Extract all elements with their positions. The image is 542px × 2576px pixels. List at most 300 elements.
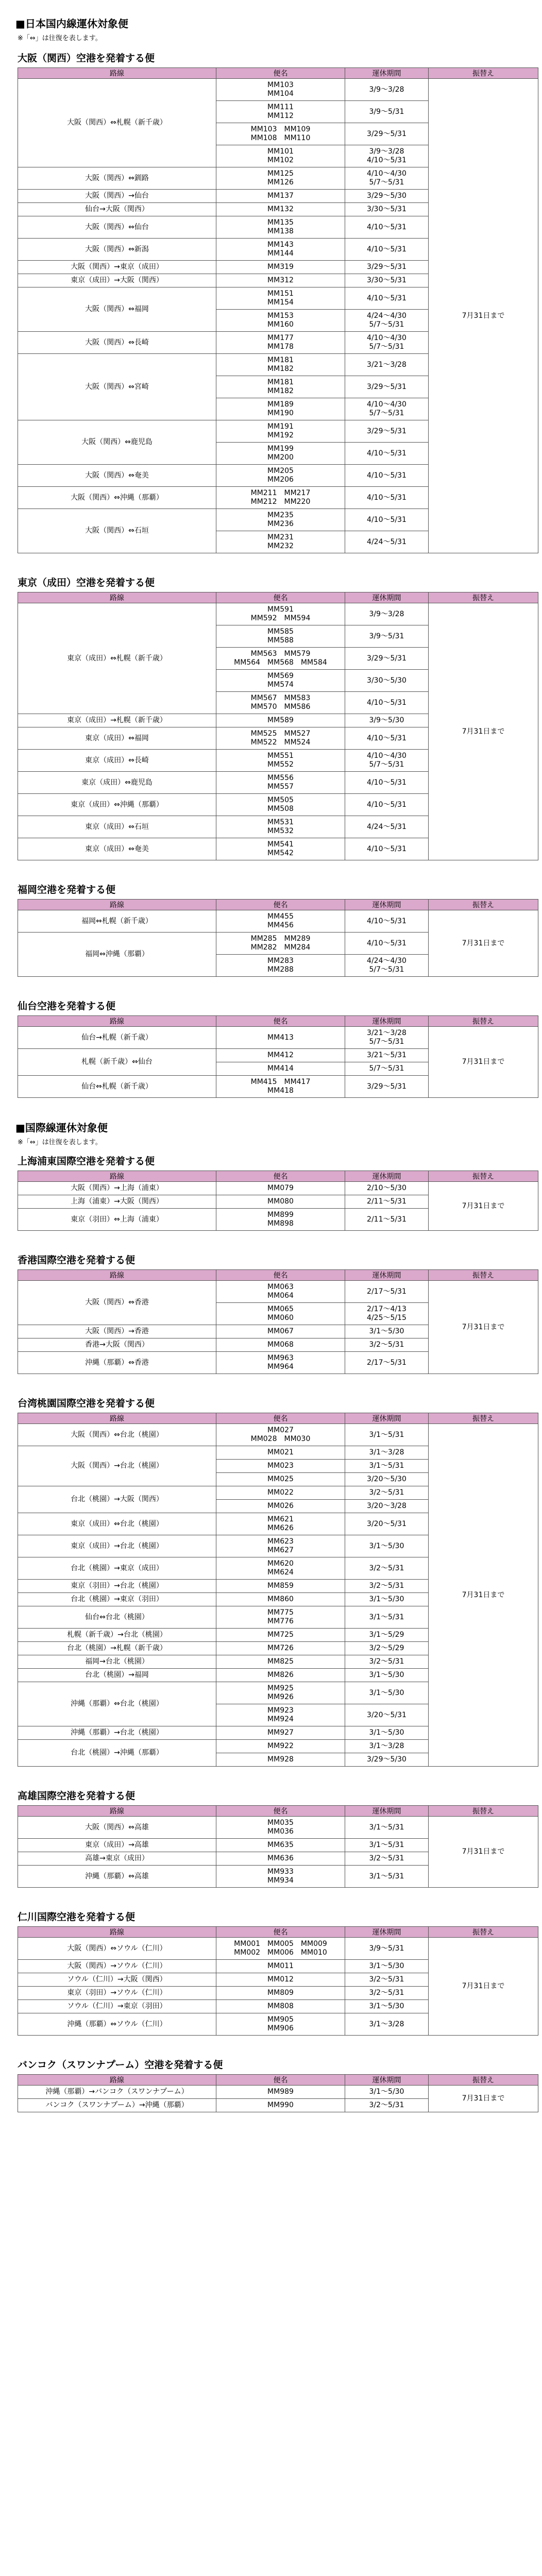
period-value: 3/29～5/31 xyxy=(367,129,406,138)
period-value: 3/1～3/28 xyxy=(369,1742,404,1750)
flight-number: MM143 xyxy=(267,241,294,249)
flight-table xyxy=(18,1269,538,1374)
period-value: 3/1～5/30 xyxy=(369,1688,404,1697)
period-value: 2/10～5/30 xyxy=(367,1184,406,1192)
period-cell xyxy=(345,750,429,772)
flight-cell xyxy=(216,1839,345,1852)
flight-number: MM160 xyxy=(267,320,294,329)
period-value: 3/1～5/30 xyxy=(369,1327,404,1335)
route-cell: 大阪（関西）⇔石垣 xyxy=(18,509,216,553)
period-value: 2/17～4/13 xyxy=(367,1305,406,1313)
flight-number: MM236 xyxy=(267,520,294,528)
flight-cell xyxy=(216,1424,345,1446)
flight-number: MM192 xyxy=(267,431,294,439)
international-sections xyxy=(18,1154,538,2112)
header-replacement: 振替え xyxy=(429,1171,538,1182)
period-value: 3/1～5/30 xyxy=(369,1671,404,1679)
header-period: 運休期間 xyxy=(345,1016,429,1027)
route-section xyxy=(18,1788,538,1888)
period-value: 3/20～5/31 xyxy=(367,1710,406,1719)
header-flight: 便名 xyxy=(216,1171,345,1182)
period-cell xyxy=(345,1486,429,1500)
flight-cell xyxy=(216,398,345,420)
route-cell: 香港→大阪（関西） xyxy=(18,1338,216,1352)
period-value: 4/24～4/30 xyxy=(367,957,406,965)
route-cell: 台北（桃園）→札幌（新千歳） xyxy=(18,1642,216,1655)
flight-number: MM776 xyxy=(267,1617,294,1625)
flight-cell xyxy=(216,692,345,714)
period-cell xyxy=(345,123,429,145)
table-row xyxy=(18,910,538,933)
flight-number: MM026 xyxy=(267,1502,294,1510)
header-period: 運休期間 xyxy=(345,2075,429,2086)
flight-table xyxy=(18,2074,538,2112)
period-cell xyxy=(345,1049,429,1062)
header-replacement: 振替え xyxy=(429,900,538,910)
period-value: 4/10～5/31 xyxy=(367,493,406,502)
flight-number: MM182 xyxy=(267,387,294,395)
flight-number: MM067 xyxy=(267,1327,294,1335)
flight-number: MM825 xyxy=(267,1657,294,1666)
route-cell: 東京（成田）⇔長崎 xyxy=(18,750,216,772)
table-row xyxy=(18,1424,538,1446)
replacement-cell: 7月31日まで xyxy=(429,1182,538,1231)
header-period: 運休期間 xyxy=(345,900,429,910)
flight-number: MM205 xyxy=(267,467,294,475)
period-cell xyxy=(345,1325,429,1338)
flight-number: MM418 xyxy=(267,1087,294,1095)
flight-cell xyxy=(216,1629,345,1642)
period-value: 4/10～5/31 xyxy=(367,515,406,524)
period-value: 3/9～3/28 xyxy=(369,147,404,156)
period-value: 5/7～5/31 xyxy=(369,343,404,351)
header-replacement: 振替え xyxy=(429,1413,538,1424)
flight-number: MM137 xyxy=(267,192,294,200)
flight-cell xyxy=(216,203,345,216)
flight-number: MM125 xyxy=(267,170,294,178)
period-value: 3/29～5/31 xyxy=(367,427,406,435)
flight-cell xyxy=(216,101,345,123)
period-cell xyxy=(345,2099,429,2112)
period-value: 4/10～5/31 xyxy=(367,734,406,742)
section-title: 仙台空港を発着する便 xyxy=(18,1001,116,1012)
period-value: 5/7～5/31 xyxy=(369,760,404,769)
period-value: 5/7～5/31 xyxy=(369,320,404,329)
flight-cell xyxy=(216,1704,345,1726)
header-period: 運休期間 xyxy=(345,68,429,79)
period-cell xyxy=(345,648,429,670)
flight-number: MM591 xyxy=(267,605,294,614)
flight-cell xyxy=(216,933,345,955)
flight-number: MM027 xyxy=(267,1426,294,1434)
flight-cell xyxy=(216,1076,345,1098)
route-cell: 仙台⇔札幌（新千歳） xyxy=(18,1076,216,1098)
route-cell: 大阪（関西）→仙台 xyxy=(18,190,216,203)
flight-number: MM620 xyxy=(267,1560,294,1568)
replacement-cell: 7月31日まで xyxy=(429,2086,538,2112)
period-cell xyxy=(345,1642,429,1655)
flight-cell xyxy=(216,167,345,190)
table-row xyxy=(18,1817,538,1839)
flight-number: MM103 MM109 xyxy=(250,125,311,133)
period-value: 3/1～5/31 xyxy=(369,1430,404,1439)
header-route: 路線 xyxy=(18,68,216,79)
route-cell: バンコク（スワンナプーム）→沖縄（那覇） xyxy=(18,2099,216,2112)
flight-cell xyxy=(216,1753,345,1767)
section-title: 台湾桃園国際空港を発着する便 xyxy=(18,1398,155,1409)
flight-number: MM927 xyxy=(267,1728,294,1737)
flight-number: MM556 xyxy=(267,774,294,782)
flight-table xyxy=(18,1171,538,1231)
route-cell: 大阪（関西）⇔香港 xyxy=(18,1281,216,1325)
period-value: 3/1～5/31 xyxy=(369,1462,404,1470)
header-replacement: 振替え xyxy=(429,1927,538,1938)
period-cell xyxy=(345,376,429,398)
period-cell xyxy=(345,933,429,955)
flight-cell xyxy=(216,750,345,772)
period-value: 3/29～5/31 xyxy=(367,1082,406,1091)
flight-number: MM963 xyxy=(267,1354,294,1362)
flight-number: MM412 xyxy=(267,1051,294,1059)
route-cell: 大阪（関西）⇔鹿児島 xyxy=(18,420,216,465)
period-cell xyxy=(345,670,429,692)
flight-number: MM923 xyxy=(267,1706,294,1715)
route-cell: 東京（成田）⇔奄美 xyxy=(18,838,216,860)
flight-cell xyxy=(216,354,345,376)
flight-cell xyxy=(216,1938,345,1960)
period-value: 4/10～5/31 xyxy=(367,245,406,253)
route-cell: 高雄→東京（成田） xyxy=(18,1852,216,1866)
header-route: 路線 xyxy=(18,1016,216,1027)
table-header-row xyxy=(18,592,538,603)
flight-cell xyxy=(216,2000,345,2013)
flight-number: MM023 xyxy=(267,1462,294,1470)
flight-cell xyxy=(216,816,345,838)
period-value: 4/10～4/30 xyxy=(367,170,406,178)
flight-cell xyxy=(216,1655,345,1669)
flight-number: MM036 xyxy=(267,1827,294,1836)
period-value: 3/20～5/31 xyxy=(367,1519,406,1528)
period-value: 3/1～5/30 xyxy=(369,2002,404,2010)
flight-number: MM101 xyxy=(267,147,294,156)
period-value: 4/10～5/31 xyxy=(367,939,406,947)
period-cell xyxy=(345,838,429,860)
flight-number: MM859 xyxy=(267,1582,294,1590)
flight-cell xyxy=(216,1817,345,1839)
flight-number: MM623 xyxy=(267,1537,294,1546)
period-cell xyxy=(345,332,429,354)
header-route: 路線 xyxy=(18,1270,216,1281)
flight-number: MM232 xyxy=(267,542,294,550)
international-category xyxy=(15,1120,538,2112)
flight-number: MM415 MM417 xyxy=(250,1078,311,1086)
period-value: 3/2～5/31 xyxy=(369,1341,404,1349)
period-value: 3/20～5/30 xyxy=(367,1475,406,1483)
table-header-row xyxy=(18,1171,538,1182)
replacement-cell: 7月31日まで xyxy=(429,1027,538,1098)
period-value: 3/9～3/28 xyxy=(369,609,404,618)
route-cell: 東京（成田）→札幌（新千歳） xyxy=(18,714,216,727)
table-row xyxy=(18,1281,538,1303)
flight-number: MM551 xyxy=(267,752,294,760)
flight-number: MM025 xyxy=(267,1475,294,1483)
period-cell xyxy=(345,1352,429,1374)
period-value: 3/1～5/31 xyxy=(369,1823,404,1832)
flight-cell xyxy=(216,261,345,274)
flight-number: MM235 xyxy=(267,511,294,519)
route-cell: 大阪（関西）⇔長崎 xyxy=(18,332,216,354)
section-title: 上海浦東国際空港を発着する便 xyxy=(18,1156,155,1167)
period-cell xyxy=(345,1817,429,1839)
flight-number: MM905 xyxy=(267,2015,294,2024)
period-cell xyxy=(345,465,429,487)
flight-number: MM455 xyxy=(267,912,294,921)
period-value: 3/29～5/30 xyxy=(367,192,406,200)
period-value: 3/21～3/28 xyxy=(367,1029,406,1037)
flight-cell xyxy=(216,1352,345,1374)
route-cell: 東京（成田）⇔石垣 xyxy=(18,816,216,838)
table-header-row xyxy=(18,1806,538,1817)
header-replacement: 振替え xyxy=(429,1806,538,1817)
flight-number: MM456 xyxy=(267,921,294,929)
domestic-category xyxy=(15,15,538,1098)
route-cell: 沖縄（那覇）⇔台北（桃園） xyxy=(18,1682,216,1726)
period-value: 4/10～5/31 xyxy=(367,698,406,707)
period-value: 2/17～5/31 xyxy=(367,1358,406,1367)
period-value: 3/9～5/31 xyxy=(369,632,404,640)
route-cell: 大阪（関西）⇔宮崎 xyxy=(18,354,216,420)
period-cell xyxy=(345,1281,429,1303)
flight-cell xyxy=(216,274,345,287)
period-value: 3/2～5/31 xyxy=(369,1989,404,1997)
route-cell: 仙台→大阪（関西） xyxy=(18,203,216,216)
flight-number: MM621 xyxy=(267,1515,294,1523)
flight-number: MM178 xyxy=(267,343,294,351)
period-value: 4/24～5/31 xyxy=(367,822,406,831)
table-row xyxy=(18,2086,538,2099)
route-cell: 大阪（関西）⇔福岡 xyxy=(18,287,216,332)
section-title: 福岡空港を発着する便 xyxy=(18,884,116,895)
period-value: 3/9～5/31 xyxy=(369,107,404,116)
flight-cell xyxy=(216,145,345,167)
flight-number: MM103 xyxy=(267,81,294,89)
period-cell xyxy=(345,1987,429,2000)
flight-cell xyxy=(216,1446,345,1460)
header-flight: 便名 xyxy=(216,2075,345,2086)
flight-number: MM111 xyxy=(267,103,294,111)
period-cell xyxy=(345,1740,429,1753)
header-period: 運休期間 xyxy=(345,1270,429,1281)
flight-number: MM726 xyxy=(267,1644,294,1652)
table-row xyxy=(18,603,538,625)
period-cell xyxy=(345,531,429,553)
flight-cell xyxy=(216,1049,345,1062)
flight-number: MM191 xyxy=(267,422,294,431)
flight-table xyxy=(18,1805,538,1888)
route-cell: 東京（成田）⇔鹿児島 xyxy=(18,772,216,794)
period-value: 3/2～5/31 xyxy=(369,1582,404,1590)
section-title: 香港国際空港を発着する便 xyxy=(18,1255,136,1266)
period-cell xyxy=(345,1500,429,1513)
flight-cell xyxy=(216,625,345,648)
flight-number: MM922 xyxy=(267,1742,294,1750)
flight-number: MM200 xyxy=(267,453,294,462)
period-cell xyxy=(345,2013,429,2036)
route-cell: 福岡⇔札幌（新千歳） xyxy=(18,910,216,933)
flight-cell xyxy=(216,1557,345,1580)
flight-number: MM181 xyxy=(267,378,294,386)
period-cell xyxy=(345,443,429,465)
replacement-cell: 7月31日まで xyxy=(429,603,538,860)
period-value: 3/30～5/31 xyxy=(367,205,406,213)
route-cell: 東京（成田）⇔台北（桃園） xyxy=(18,1513,216,1535)
period-cell xyxy=(345,216,429,239)
flight-number: MM035 xyxy=(267,1819,294,1827)
route-cell: 沖縄（那覇）⇔高雄 xyxy=(18,1866,216,1888)
table-row xyxy=(18,1027,538,1049)
flight-number: MM563 MM579 xyxy=(250,650,311,658)
period-cell xyxy=(345,955,429,977)
flight-cell xyxy=(216,332,345,354)
route-cell: 沖縄（那覇）→バンコク（スワンナプーム） xyxy=(18,2086,216,2099)
header-route: 路線 xyxy=(18,1413,216,1424)
route-cell: 東京（成田）→高雄 xyxy=(18,1839,216,1852)
route-cell: 札幌（新千歳）→台北（桃園） xyxy=(18,1629,216,1642)
flight-number: MM574 xyxy=(267,681,294,689)
flight-number: MM190 xyxy=(267,409,294,417)
route-cell: 東京（成田）⇔福岡 xyxy=(18,727,216,750)
table-header-row xyxy=(18,1927,538,1938)
period-cell xyxy=(345,714,429,727)
period-value: 3/30～5/30 xyxy=(367,676,406,685)
flight-number: MM177 xyxy=(267,334,294,342)
route-cell: 東京（成田）→台北（桃園） xyxy=(18,1535,216,1557)
flight-table xyxy=(18,67,538,553)
flight-number: MM312 xyxy=(267,276,294,284)
period-cell xyxy=(345,1593,429,1606)
period-cell xyxy=(345,1076,429,1098)
flight-cell xyxy=(216,1866,345,1888)
flight-number: MM926 xyxy=(267,1693,294,1701)
route-cell: 台北（桃園）→東京（成田） xyxy=(18,1557,216,1580)
period-cell xyxy=(345,1027,429,1049)
period-cell xyxy=(345,1938,429,1960)
period-value: 2/11～5/31 xyxy=(367,1197,406,1206)
period-value: 3/2～5/31 xyxy=(369,1975,404,1984)
section-title: 高雄国際空港を発着する便 xyxy=(18,1790,136,1802)
replacement-cell: 7月31日まで xyxy=(429,910,538,977)
period-cell xyxy=(345,2000,429,2013)
flight-table xyxy=(18,592,538,860)
flight-cell xyxy=(216,1473,345,1486)
flight-number: MM933 xyxy=(267,1868,294,1876)
flight-cell xyxy=(216,603,345,625)
section-title: 仁川国際空港を発着する便 xyxy=(18,1911,136,1923)
period-value: 4/10～4/30 xyxy=(367,334,406,342)
route-section xyxy=(18,882,538,977)
header-flight: 便名 xyxy=(216,1270,345,1281)
header-flight: 便名 xyxy=(216,592,345,603)
flight-cell xyxy=(216,1303,345,1325)
period-value: 3/29～5/31 xyxy=(367,263,406,271)
flight-cell xyxy=(216,1682,345,1704)
route-cell: 東京（羽田）→台北（桃園） xyxy=(18,1580,216,1593)
flight-number: MM508 xyxy=(267,805,294,813)
table-header-row xyxy=(18,1413,538,1424)
period-cell xyxy=(345,1852,429,1866)
flight-number: MM552 xyxy=(267,760,294,769)
route-cell: 東京（成田）→大阪（関西） xyxy=(18,274,216,287)
flight-cell xyxy=(216,123,345,145)
flight-number: MM990 xyxy=(267,2101,294,2109)
flight-cell xyxy=(216,487,345,509)
flight-number: MM068 xyxy=(267,1341,294,1349)
flight-number: MM925 xyxy=(267,1684,294,1692)
flight-number: MM522 MM524 xyxy=(250,738,311,747)
route-cell: 大阪（関西）⇔高雄 xyxy=(18,1817,216,1839)
period-value: 3/29～5/30 xyxy=(367,1755,406,1764)
period-cell xyxy=(345,1513,429,1535)
flight-number: MM065 xyxy=(267,1305,294,1313)
flight-cell xyxy=(216,1669,345,1682)
period-value: 5/7～5/31 xyxy=(369,1064,404,1073)
flight-cell xyxy=(216,2086,345,2099)
domestic-sections xyxy=(18,50,538,1098)
flight-number: MM283 xyxy=(267,957,294,965)
header-period: 運休期間 xyxy=(345,1806,429,1817)
flight-cell xyxy=(216,1740,345,1753)
period-cell xyxy=(345,509,429,531)
flight-cell xyxy=(216,1513,345,1535)
flight-number: MM231 xyxy=(267,533,294,541)
replacement-cell: 7月31日まで xyxy=(429,1938,538,2036)
header-period: 運休期間 xyxy=(345,1927,429,1938)
route-cell: 台北（桃園）→沖縄（那覇） xyxy=(18,1740,216,1767)
flight-number: MM505 xyxy=(267,796,294,804)
flight-number: MM153 xyxy=(267,312,294,320)
route-cell: ソウル（仁川）→大阪（関西） xyxy=(18,1973,216,1987)
period-value: 3/2～5/31 xyxy=(369,2101,404,2109)
period-value: 3/1～5/30 xyxy=(369,1541,404,1550)
period-value: 5/7～5/31 xyxy=(369,1038,404,1046)
period-value: 4/10～5/31 xyxy=(367,294,406,302)
period-cell xyxy=(345,287,429,310)
route-cell: 大阪（関西）⇔釧路 xyxy=(18,167,216,190)
period-value: 4/10～5/31 xyxy=(367,917,406,925)
period-value: 4/10～5/31 xyxy=(367,844,406,853)
period-value: 3/2～5/31 xyxy=(369,1854,404,1862)
table-header-row xyxy=(18,2075,538,2086)
period-cell xyxy=(345,1960,429,1973)
period-value: 3/29～5/31 xyxy=(367,654,406,663)
flight-cell xyxy=(216,1209,345,1231)
period-cell xyxy=(345,1682,429,1704)
period-cell xyxy=(345,274,429,287)
route-cell: 福岡→台北（桃園） xyxy=(18,1655,216,1669)
period-cell xyxy=(345,1753,429,1767)
flight-cell xyxy=(216,1195,345,1209)
international-title: ■国際線運休対象便 xyxy=(15,1122,108,1134)
route-cell: 大阪（関西）→東京（成田） xyxy=(18,261,216,274)
flight-number: MM319 xyxy=(267,263,294,271)
header-replacement: 振替え xyxy=(429,592,538,603)
period-cell xyxy=(345,910,429,933)
flight-number: MM725 xyxy=(267,1631,294,1639)
flight-cell xyxy=(216,310,345,332)
flight-cell xyxy=(216,1535,345,1557)
period-value: 4/10～5/31 xyxy=(367,223,406,231)
period-value: 3/1～5/30 xyxy=(369,1962,404,1970)
